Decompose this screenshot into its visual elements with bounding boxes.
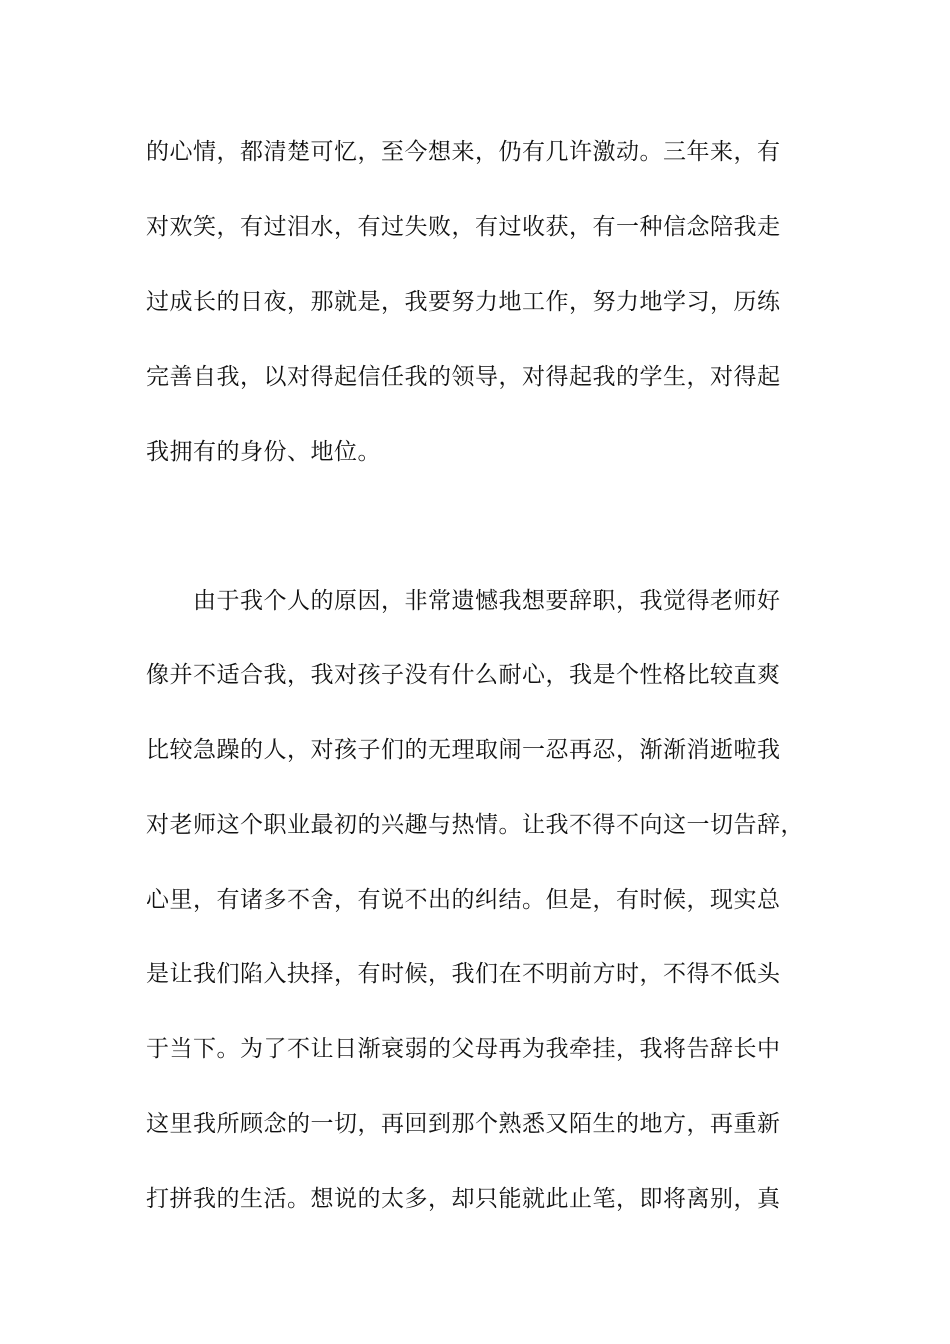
text-line: 对欢笑，有过泪水，有过失败，有过收获，有一种信念陪我走 bbox=[146, 214, 781, 240]
text-line: 的心情，都清楚可忆，至今想来，仍有几许激动。三年来，有 bbox=[146, 139, 781, 165]
text-line: 过成长的日夜，那就是，我要努力地工作，努力地学习，历练 bbox=[146, 289, 781, 315]
text-line: 于当下。为了不让日渐衰弱的父母再为我牵挂，我将告辞长中 bbox=[146, 1036, 781, 1062]
text-line: 像并不适合我，我对孩子没有什么耐心，我是个性格比较直爽 bbox=[146, 662, 781, 688]
text-line: 由于我个人的原因，非常遗憾我想要辞职，我觉得老师好 bbox=[193, 588, 781, 614]
text-line: 心里，有诸多不舍，有说不出的纠结。但是，有时候，现实总 bbox=[146, 887, 781, 913]
text-line: 完善自我，以对得起信任我的领导，对得起我的学生，对得起 bbox=[146, 364, 781, 390]
text-line: 我拥有的身份、地位。 bbox=[146, 439, 381, 465]
text-line: 这里我所顾念的一切，再回到那个熟悉又陌生的地方，再重新 bbox=[146, 1111, 781, 1137]
text-line: 对老师这个职业最初的兴趣与热情。让我不得不向这一切告辞， bbox=[146, 812, 804, 838]
text-line: 是让我们陷入抉择，有时候，我们在不明前方时，不得不低头 bbox=[146, 961, 781, 987]
text-line: 比较急躁的人，对孩子们的无理取闹一忍再忍，渐渐消逝啦我 bbox=[146, 737, 781, 763]
text-line: 打拼我的生活。想说的太多，却只能就此止笔，即将离别，真 bbox=[146, 1186, 781, 1212]
